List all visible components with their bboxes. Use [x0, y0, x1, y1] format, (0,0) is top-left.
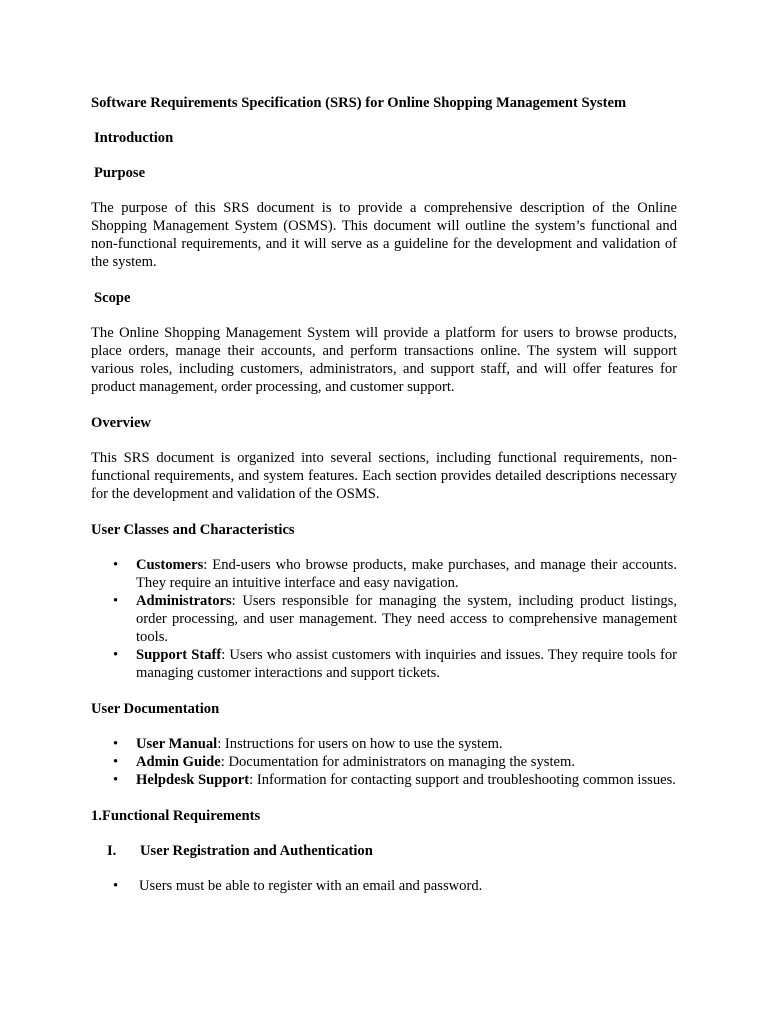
- list-item: [91, 877, 677, 895]
- scope-paragraph: The Online Shopping Management System will provide a platform for users to browse products, place orders, manage their accounts, and perform transactions online. The system will support various roles, including customers, administrators, and support staff, and will offer features for product management, order processing, and customer support.: [91, 325, 677, 395]
- subsection-heading: [91, 842, 677, 860]
- list-item-desc: : Users responsible for managing the system, including product listings, order processing, and user management. They need access to comprehensive management tools.: [136, 593, 677, 645]
- bullet-icon: •: [113, 647, 119, 663]
- list-item-desc: : Documentation for administrators on managing the system.: [220, 754, 575, 770]
- list-item: [91, 646, 677, 682]
- user-documentation-heading: User Documentation: [91, 701, 220, 717]
- list-item-term: User Manual: [136, 736, 218, 752]
- list-item-desc: : Users who assist customers with inquiries and issues. They require tools for managing customer interactions and support tickets.: [136, 647, 677, 681]
- list-item: [91, 771, 677, 789]
- document-page: [91, 94, 677, 895]
- user-documentation-list: [91, 735, 677, 789]
- purpose-heading: Purpose: [94, 165, 146, 181]
- user-classes-list: [91, 556, 677, 682]
- list-item-term: Admin Guide: [136, 754, 221, 770]
- bullet-icon: •: [113, 557, 119, 573]
- scope-heading: Scope: [94, 290, 131, 306]
- bullet-icon: •: [113, 736, 119, 752]
- bullet-icon: •: [113, 772, 119, 788]
- list-item-desc: : Information for contacting support and troubleshooting common issues.: [249, 772, 676, 788]
- list-item: [91, 592, 677, 646]
- list-item-term: Support Staff: [136, 647, 222, 663]
- list-item-term: Administrators: [136, 593, 232, 609]
- list-item: [91, 753, 677, 771]
- introduction-heading: Introduction: [94, 130, 174, 146]
- list-item-term: Helpdesk Support: [136, 772, 250, 788]
- overview-paragraph: This SRS document is organized into several sections, including functional requirements, non-functional requirements, and system features. Each section provides detailed descriptions necessary for the development and validation of the OSMS.: [91, 450, 677, 502]
- list-item-term: Customers: [136, 557, 204, 573]
- functional-requirements-heading: 1.Functional Requirements: [91, 808, 261, 824]
- bullet-icon: •: [113, 593, 119, 609]
- bullet-icon: •: [113, 878, 119, 894]
- user-classes-heading: User Classes and Characteristics: [91, 522, 295, 538]
- functional-list: [91, 877, 677, 895]
- overview-heading: Overview: [91, 415, 151, 431]
- list-item-desc: : End-users who browse products, make purchases, and manage their accounts. They require an intuitive interface and easy navigation.: [136, 557, 677, 591]
- document-title: Software Requirements Specification (SRS) for Online Shopping Management System: [91, 95, 627, 111]
- list-item: [91, 556, 677, 592]
- bullet-icon: •: [113, 754, 119, 770]
- list-item-text: Users must be able to register with an email and password.: [139, 878, 483, 894]
- list-item-desc: : Instructions for users on how to use the system.: [217, 736, 503, 752]
- purpose-paragraph: The purpose of this SRS document is to provide a comprehensive description of the Online Shopping Management System (OSMS). This document will outline the system’s functional and non-functional requirements, and it will serve as a guideline for the development and validation of the system.: [91, 200, 677, 270]
- subsection-title: User Registration and Authentication: [140, 843, 373, 859]
- list-item: [91, 735, 677, 753]
- subsection-number: I.: [107, 843, 117, 859]
